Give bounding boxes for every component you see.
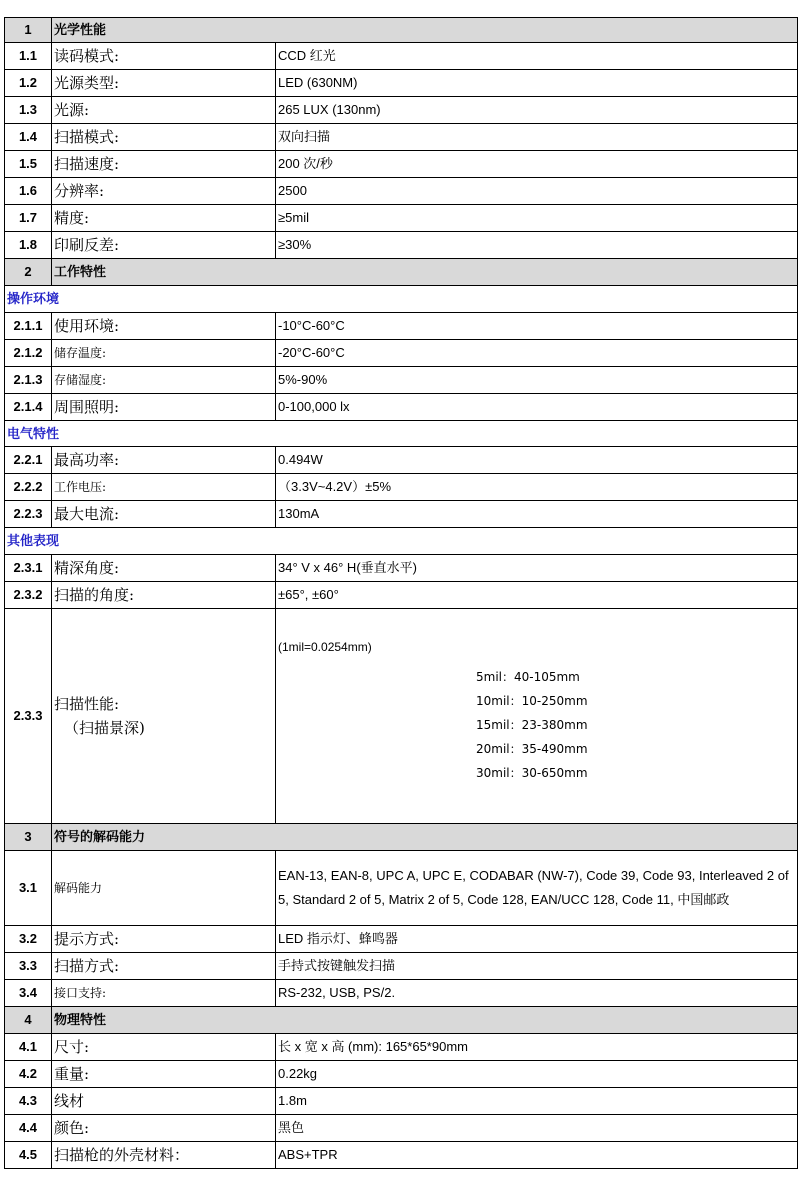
row-value: 手持式按键触发扫描 [276,953,798,980]
row-label: 储存温度: [52,340,276,367]
row-number: 1.6 [5,178,52,205]
row-value: 0-100,000 lx [276,394,798,421]
spec-row [5,313,798,340]
row-number: 4.2 [5,1061,52,1088]
row-label: 周围照明: [52,394,276,421]
depth-item: 15mil：23-380mm [476,718,588,732]
spec-row [5,367,798,394]
row-label: 提示方式: [52,926,276,953]
row-number: 4.5 [5,1142,52,1169]
row-value: ±65°, ±60° [276,582,798,609]
spec-row [5,474,798,501]
subsection-title: 操作环境 [5,286,798,313]
depth-item: 30mil：30-650mm [476,766,588,780]
spec-row [5,582,798,609]
row-value: -10°C-60°C [276,313,798,340]
row-value: 长 x 宽 x 高 (mm): 165*65*90mm [276,1034,798,1061]
spec-row [5,232,798,259]
spec-row [5,555,798,582]
row-number: 2.2.3 [5,501,52,528]
row-number: 1.7 [5,205,52,232]
spec-row [5,447,798,474]
section-title: 工作特性 [52,259,798,286]
row-value: 0.494W [276,447,798,474]
depth-item: 20mil：35-490mm [476,742,588,756]
row-label: 精深角度: [52,555,276,582]
row-value: LED (630NM) [276,70,798,97]
row-value: 0.22kg [276,1061,798,1088]
row-label: 线材 [52,1088,276,1115]
row-value: 2500 [276,178,798,205]
row-number: 4.3 [5,1088,52,1115]
row-label: 扫描枪的外壳材料： [52,1142,276,1169]
section-header [5,18,798,43]
spec-row [5,953,798,980]
row-label: 重量: [52,1061,276,1088]
row-label: 光源类型: [52,70,276,97]
row-label: 精度: [52,205,276,232]
section-title: 光学性能 [52,18,798,43]
row-label: 读码模式: [52,43,276,70]
row-label: 扫描的角度: [52,582,276,609]
row-number: 1.1 [5,43,52,70]
row-value: LED 指示灯、蜂鸣器 [276,926,798,953]
row-value: 200 次/秒 [276,151,798,178]
scan-depth-value [276,609,798,824]
depth-item: 5mil：40-105mm [476,670,580,684]
row-number: 2.2.2 [5,474,52,501]
section-number: 2 [5,259,52,286]
row-label: 工作电压: [52,474,276,501]
spec-row [5,340,798,367]
row-label: 尺寸: [52,1034,276,1061]
row-value: 5%-90% [276,367,798,394]
subsection-header [5,421,798,447]
spec-row [5,501,798,528]
spec-row [5,43,798,70]
scan-depth-label: （扫描景深) [64,719,145,737]
row-value: 双向扫描 [276,124,798,151]
row-value: 265 LUX (130nm) [276,97,798,124]
row-label: 颜色: [52,1115,276,1142]
subsection-title: 其他表现 [5,528,798,555]
row-number: 3.4 [5,980,52,1007]
row-number: 2.3.1 [5,555,52,582]
scan-depth-row [5,609,798,824]
spec-row [5,1142,798,1169]
row-number: 2.1.2 [5,340,52,367]
section-title: 符号的解码能力 [52,824,798,851]
scan-performance-label: 扫描性能: [54,695,120,713]
row-label: 分辨率: [52,178,276,205]
row-number: 1.5 [5,151,52,178]
row-label: 扫描方式: [52,953,276,980]
row-label: 扫描速度: [52,151,276,178]
row-value: RS-232, USB, PS/2. [276,980,798,1007]
row-value: ABS+TPR [276,1142,798,1169]
row-number: 2.3.2 [5,582,52,609]
row-number: 3.1 [5,851,52,926]
row-label: 光源: [52,97,276,124]
spec-row [5,980,798,1007]
row-number: 4.4 [5,1115,52,1142]
row-number: 2.1.3 [5,367,52,394]
row-number: 1.4 [5,124,52,151]
row-number: 2.3.3 [5,609,52,824]
spec-row [5,97,798,124]
subsection-header [5,286,798,313]
section-title: 物理特性 [52,1007,798,1034]
row-label: 接口支持: [52,980,276,1007]
subsection-header [5,528,798,555]
row-number: 4.1 [5,1034,52,1061]
depth-item: 10mil：10-250mm [476,694,588,708]
section-number: 3 [5,824,52,851]
section-number: 4 [5,1007,52,1034]
row-number: 1.8 [5,232,52,259]
spec-row [5,124,798,151]
row-label [52,609,276,824]
spec-row [5,151,798,178]
spec-row [5,926,798,953]
spec-row [5,205,798,232]
row-value: 34° V x 46° H(垂直水平) [276,555,798,582]
row-number: 2.2.1 [5,447,52,474]
spec-table [4,17,798,1169]
row-value: -20°C-60°C [276,340,798,367]
row-value: EAN-13, EAN-8, UPC A, UPC E, CODABAR (NW-7), Code 39, Code 93, Interleaved 2 of 5, Standard 2 of 5, Matrix 2 of 5, Code 128, EAN/UCC 128, Code 11, 中国邮政 [276,851,798,926]
row-value: （3.3V~4.2V）±5% [276,474,798,501]
row-label: 最高功率: [52,447,276,474]
row-number: 3.2 [5,926,52,953]
row-value: 1.8m [276,1088,798,1115]
row-number: 3.3 [5,953,52,980]
row-label: 印刷反差: [52,232,276,259]
spec-row [5,70,798,97]
row-number: 1.2 [5,70,52,97]
row-number: 2.1.4 [5,394,52,421]
row-label: 扫描模式: [52,124,276,151]
spec-row [5,1115,798,1142]
mil-conversion-note: (1mil=0.0254mm) [278,640,372,654]
row-value: ≥30% [276,232,798,259]
row-label: 最大电流: [52,501,276,528]
subsection-title: 电气特性 [5,421,798,447]
row-value: CCD 红光 [276,43,798,70]
row-label: 使用环境: [52,313,276,340]
spec-row [5,178,798,205]
row-label: 存储湿度: [52,367,276,394]
spec-row [5,1061,798,1088]
spec-row [5,1034,798,1061]
section-number: 1 [5,18,52,43]
section-header [5,259,798,286]
spec-row [5,851,798,926]
row-number: 2.1.1 [5,313,52,340]
row-value: 130mA [276,501,798,528]
row-label: 解码能力 [52,851,276,926]
row-value: ≥5mil [276,205,798,232]
section-header [5,1007,798,1034]
section-header [5,824,798,851]
row-number: 1.3 [5,97,52,124]
row-value: 黑色 [276,1115,798,1142]
spec-row [5,394,798,421]
depth-of-field-list [278,665,795,785]
spec-row [5,1088,798,1115]
